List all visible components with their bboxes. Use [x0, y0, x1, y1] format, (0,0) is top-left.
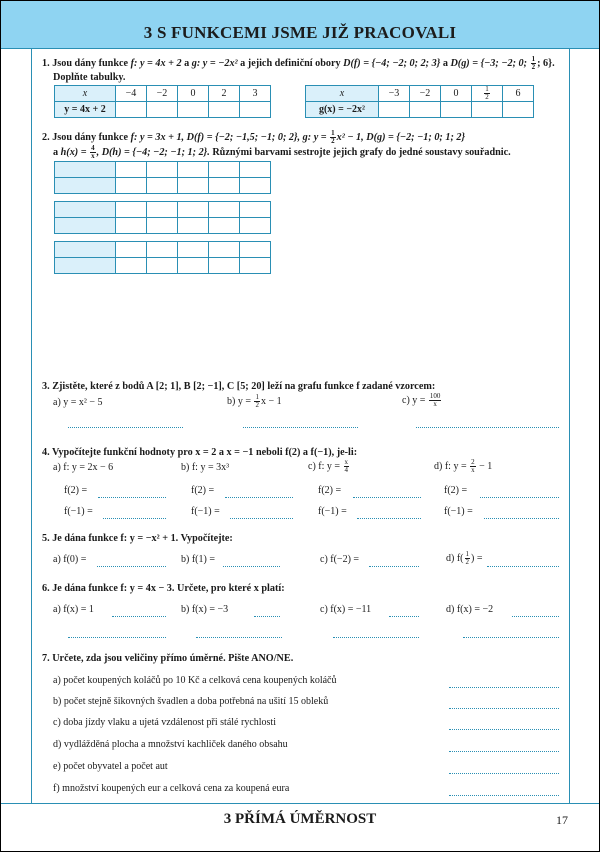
q4b-f2-label: f(2) = [191, 485, 215, 496]
answer-input[interactable] [55, 178, 115, 193]
q4a-f2-answer[interactable] [98, 485, 166, 498]
answer-cell[interactable] [209, 102, 240, 118]
q3-answer-b[interactable] [243, 415, 358, 428]
answer-cell[interactable] [472, 102, 503, 118]
q1-domain-f: D(f) = {−4; −2; 0; 2; 3} [343, 57, 441, 69]
q4d-f2-label: f(2) = [444, 485, 468, 496]
question-1: 1. Jsou dány funkce f: y = 4x + 2 a g: y = −2x² a jejich definiční obory D(f) = {−4; −2; 0; 2; 3} a D(g) = {−3; −2; 0; $\frac{1}{2}$ ; 6}. Doplňte tabulky. [42, 56, 572, 84]
q6-item-c: c) f(x) = −11 [320, 604, 372, 615]
answer-cell[interactable] [503, 102, 534, 118]
answer-input[interactable] [178, 178, 208, 193]
answer-input[interactable] [178, 102, 208, 117]
q5-item-d: d) f( $\frac{1}{2}$ ) = [446, 550, 483, 566]
q4c-f2-answer[interactable] [353, 485, 421, 498]
q4-text: Vypočítejte funkční hodnoty pro x = 2 a x = −1 neboli f(2) a f(−1), je-li: [52, 447, 358, 458]
question-6 [42, 582, 285, 595]
chapter-title: 3 S FUNKCEMI JSME JIŽ PRACOVALI [143, 23, 457, 42]
q1-f-def: f: y = 4x + 2 [130, 57, 182, 69]
q4-number: 4. [42, 447, 50, 458]
q5-text: Je dána funkce f: y = −x² + 1. Vypočítejte: [52, 533, 233, 544]
q7-answer-a[interactable] [449, 675, 559, 688]
q2-number: 2. [42, 131, 50, 143]
q6-answer-a[interactable] [68, 625, 166, 638]
fraction-half: $\frac{1}{2}$ [485, 85, 489, 101]
q6-item-a: a) f(x) = 1 [53, 604, 94, 615]
answer-input[interactable] [178, 202, 208, 217]
q4c-f2-label: f(2) = [318, 485, 342, 496]
q1-table-f: x −4 −2 0 2 3 y = 4x + 2 [54, 85, 271, 118]
answer-input[interactable] [147, 162, 177, 177]
answer-input[interactable] [209, 242, 239, 257]
q5-answer-c[interactable] [369, 554, 419, 567]
q1-domain-g: D(g) = {−3; −2; 0; [450, 57, 530, 69]
q6-text: Je dána funkce f: y = 4x − 3. Určete, pro které x platí: [52, 583, 285, 594]
q6-answer-c-inline[interactable] [389, 604, 419, 617]
page-number: 17 [556, 813, 568, 827]
q1-table-g: x −3 −2 0 $\frac{1}{2}$ 6 g(x) = −2x² [305, 85, 534, 118]
row-label-cell[interactable] [55, 218, 116, 234]
q5-answer-b[interactable] [223, 554, 280, 567]
answer-input[interactable] [178, 218, 208, 233]
answer-input[interactable] [240, 178, 270, 193]
q4-item-a: a) f: y = 2x − 6 [53, 462, 114, 473]
answer-input[interactable] [116, 202, 146, 217]
answer-input[interactable] [116, 242, 146, 257]
q5-answer-d[interactable] [487, 554, 559, 567]
answer-input[interactable] [209, 178, 239, 193]
question-3 [42, 380, 435, 393]
q6-answer-c[interactable] [333, 625, 419, 638]
q2-table-3 [54, 241, 271, 274]
answer-input[interactable] [441, 102, 471, 117]
q2-table-2 [54, 201, 271, 234]
q4d-fm1-label: f(−1) = [444, 506, 473, 517]
answer-input[interactable] [55, 242, 115, 257]
answer-input[interactable] [55, 218, 115, 233]
q3-item-b: b) y = $\frac{1}{2}$ x − 1 [227, 393, 282, 409]
answer-input[interactable] [116, 258, 146, 273]
answer-input[interactable] [178, 258, 208, 273]
q4d-fm1-answer[interactable] [484, 506, 559, 519]
answer-cell[interactable] [379, 102, 410, 118]
table-header-x: x [55, 86, 116, 102]
q5-number: 5. [42, 533, 50, 544]
q7-item-a: a) počet koupených koláčů po 10 Kč a celková cena koupených koláčů [53, 675, 337, 686]
q7-answer-c[interactable] [449, 717, 559, 730]
table-header-fx: y = 4x + 2 [55, 102, 116, 118]
q5-item-a: a) f(0) = [53, 554, 87, 565]
answer-input[interactable] [240, 218, 270, 233]
q6-answer-d[interactable] [463, 625, 559, 638]
answer-input[interactable] [240, 242, 270, 257]
question-2: 2. Jsou dány funkce f: y = 3x + 1, D(f) = {−2; −1,5; −1; 0; 2}, g: y = $\frac{1}{2}$ x² − 1, D(g) = {−2; −1; 0; 1; 2} a h(x) = $\frac{4}{x}$ , D(h) = {−4; −2; −1; 1; 2}. Různými barvami sestrojte jejich grafy do jedné soustavy souřadnic. [42, 129, 511, 160]
answer-input[interactable] [55, 202, 115, 217]
answer-cell[interactable] [410, 102, 441, 118]
q6-item-d: d) f(x) = −2 [446, 604, 494, 615]
q3-answer-a[interactable] [68, 415, 183, 428]
q2-table-1 [54, 161, 271, 194]
q3-answer-c[interactable] [416, 415, 559, 428]
q7-answer-b[interactable] [449, 696, 559, 709]
answer-input[interactable] [55, 258, 115, 273]
q6-number: 6. [42, 583, 50, 594]
q7-answer-e[interactable] [449, 761, 559, 774]
answer-input[interactable] [410, 102, 440, 117]
q5-item-b: b) f(1) = [181, 554, 215, 565]
fraction: $\frac{1}{2}$ [331, 129, 335, 145]
answer-input[interactable] [116, 178, 146, 193]
answer-input[interactable] [147, 258, 177, 273]
fraction: $\frac{4}{x}$ [91, 144, 95, 160]
answer-cell[interactable] [240, 102, 271, 118]
row-label-cell[interactable] [55, 242, 116, 258]
q4c-fm1-label: f(−1) = [318, 506, 347, 517]
row-label-cell[interactable] [55, 202, 116, 218]
q3-item-a: a) y = x² − 5 [53, 397, 103, 408]
q6-answer-b-inline[interactable] [254, 604, 280, 617]
q4-item-d: d) f: y = $\frac{2}{x}$ − 1 [434, 458, 493, 474]
q4a-f2-label: f(2) = [64, 485, 88, 496]
footer-title: 3 PŘÍMÁ ÚMĚRNOST [223, 811, 377, 827]
question-7 [42, 652, 293, 665]
answer-cell[interactable] [441, 102, 472, 118]
q4b-fm1-label: f(−1) = [191, 506, 220, 517]
q7-answer-f[interactable] [449, 783, 559, 796]
q4d-f2-answer[interactable] [480, 485, 559, 498]
row-label-cell[interactable] [55, 178, 116, 194]
q4a-fm1-answer[interactable] [103, 506, 166, 519]
table-header-x: x [306, 86, 379, 102]
answer-input[interactable] [147, 202, 177, 217]
answer-input[interactable] [55, 162, 115, 177]
q6-item-b: b) f(x) = −3 [181, 604, 229, 615]
q7-item-d: d) vydlážděná plocha a množství kachliček daného obsahu [53, 739, 288, 750]
answer-input[interactable] [240, 258, 270, 273]
table-header-gx: g(x) = −2x² [306, 102, 379, 118]
answer-input[interactable] [147, 218, 177, 233]
answer-input[interactable] [116, 102, 146, 117]
q7-item-e: e) počet obyvatel a počet aut [53, 761, 168, 772]
q3-item-c: c) y = $\frac{100}{x}$ [402, 392, 441, 408]
q4b-fm1-answer[interactable] [230, 506, 293, 519]
answer-input[interactable] [209, 218, 239, 233]
q1-g-def: g: y = −2x² [191, 57, 238, 69]
q4-item-b: b) f: y = 3x³ [181, 462, 230, 473]
q1-number: 1. [42, 57, 50, 69]
answer-input[interactable] [147, 242, 177, 257]
answer-input[interactable] [503, 102, 533, 117]
row-label-cell[interactable] [55, 258, 116, 274]
question-4 [42, 446, 357, 459]
answer-cell[interactable] [147, 102, 178, 118]
answer-cell[interactable] [178, 102, 209, 118]
q7-answer-d[interactable] [449, 739, 559, 752]
answer-input[interactable] [379, 102, 409, 117]
answer-input[interactable] [209, 258, 239, 273]
q5-item-c: c) f(−2) = [320, 554, 360, 565]
q4-item-c: c) f: y = $\frac{x}{4}$ [308, 458, 349, 474]
answer-input[interactable] [209, 162, 239, 177]
q7-item-b: b) počet stejně šikovných švadlen a doba potřebná na ušití 15 obleků [53, 696, 329, 707]
question-5 [42, 532, 233, 545]
q3-number: 3. [42, 381, 50, 392]
answer-input[interactable] [240, 102, 270, 117]
chapter-header [1, 1, 599, 49]
answer-cell[interactable] [116, 102, 147, 118]
q7-text: Určete, zda jsou veličiny přímo úměrné. Pište ANO/NE. [52, 653, 294, 664]
fraction: $\frac{1}{2}$ [531, 55, 536, 71]
q6-answer-a-inline[interactable] [112, 604, 166, 617]
q1-instruction: Doplňte tabulky. [53, 72, 126, 83]
answer-input[interactable] [178, 162, 208, 177]
answer-input[interactable] [178, 242, 208, 257]
q6-answer-b[interactable] [196, 625, 282, 638]
answer-input[interactable] [472, 102, 502, 117]
q4c-fm1-answer[interactable] [357, 506, 421, 519]
answer-input[interactable] [240, 162, 270, 177]
q6-answer-d-inline[interactable] [512, 604, 559, 617]
footer-divider [1, 803, 599, 804]
answer-input[interactable] [147, 102, 177, 117]
q3-text: Zjistěte, které z bodů A [2; 1], B [2; −1], C [5; 20] leží na grafu funkce f zadané vzorcem: [52, 381, 436, 392]
answer-input[interactable] [209, 202, 239, 217]
q4b-f2-answer[interactable] [225, 485, 293, 498]
answer-input[interactable] [116, 162, 146, 177]
q7-item-f: f) množství koupených eur a celková cena za koupená eura [53, 783, 290, 794]
q4a-fm1-label: f(−1) = [64, 506, 93, 517]
answer-input[interactable] [240, 202, 270, 217]
q5-answer-a[interactable] [97, 554, 166, 567]
row-label-cell[interactable] [55, 162, 116, 178]
answer-input[interactable] [147, 178, 177, 193]
q7-item-c: c) doba jízdy vlaku a ujetá vzdálenost při stálé rychlosti [53, 717, 276, 728]
answer-input[interactable] [116, 218, 146, 233]
q7-number: 7. [42, 653, 50, 664]
answer-input[interactable] [209, 102, 239, 117]
